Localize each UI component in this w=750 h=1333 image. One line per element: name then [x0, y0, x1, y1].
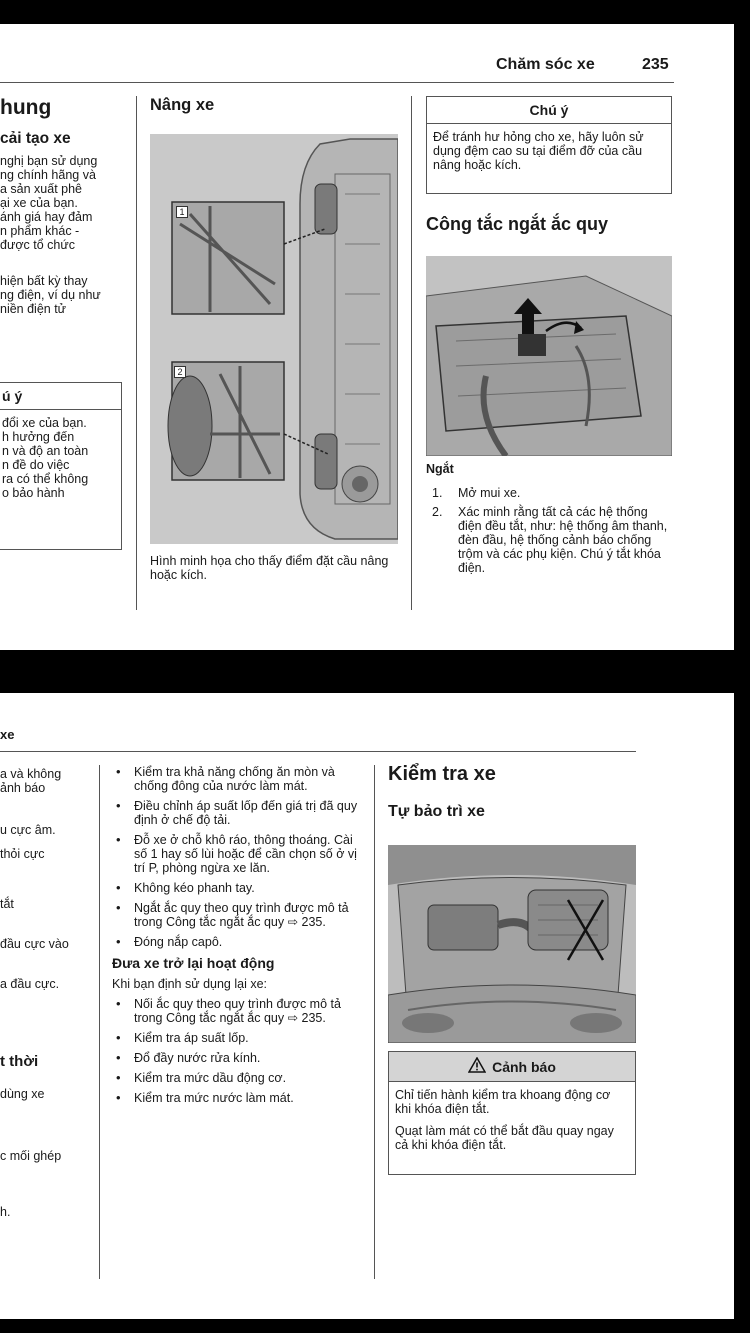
section-heading-vehicle-checks: Kiểm tra xe [388, 763, 496, 785]
text-line: ng điện, ví dụ như [0, 288, 101, 302]
text-line: tắt [0, 897, 14, 911]
list-item: • Điều chỉnh áp suất lốp đến giá trị đã quy định ở chế độ tải. [112, 799, 362, 827]
note-title: Chú ý [427, 97, 671, 124]
header-rule [0, 751, 636, 752]
list-item: • Đóng nắp capô. [112, 935, 362, 949]
spacer [0, 795, 90, 823]
text-line: ại xe của bạn. [0, 196, 78, 210]
spacer [0, 911, 90, 937]
step-number: 2. [432, 505, 443, 519]
text-line: a đầu cực. [0, 977, 60, 991]
note-box-lift [426, 96, 672, 194]
step-number: 1. [432, 486, 443, 500]
running-header-cut: xe [0, 727, 15, 742]
text-line: ra có thể không [2, 472, 89, 486]
left-column-cut [0, 96, 126, 316]
storage-bullets [112, 765, 362, 949]
spacer [0, 1163, 90, 1205]
text-line: ảnh báo [0, 781, 46, 795]
section-heading-return-to-service: Đưa xe trở lại hoạt động [112, 955, 275, 971]
intro-text: Khi bạn định sử dụng lại xe: [112, 977, 267, 991]
callout-2: 2 [174, 366, 186, 378]
battery-switch-illustration [426, 256, 672, 456]
paragraph-1-cut [0, 154, 126, 252]
car-underside-drawing [150, 134, 398, 544]
text-line: n và độ an toàn [2, 444, 89, 458]
step-text: Xác minh rằng tất cả các hệ thống điện đều tắt, như: hệ thống âm thanh, đèn đầu, hệ thống cảnh báo chống trộm và các phụ kiện. Chú ý tắt khóa điện. [458, 505, 668, 575]
warning-triangle-icon [468, 1057, 486, 1076]
running-header-section: Chăm sóc xe [496, 56, 595, 73]
manual-page-235 [0, 24, 734, 650]
list-item: • Kiểm tra mức nước làm mát. [112, 1091, 362, 1105]
illustration-caption: Hình minh họa cho thấy điểm đặt cầu nâng hoặc kích. [150, 554, 389, 582]
list-item: • Đỗ xe ở chỗ khô ráo, thông thoáng. Cài số 1 hay số lùi hoặc để cần chọn số ở vị trí P, phòng ngừa xe lăn. [112, 833, 362, 875]
step-item [426, 486, 672, 500]
list-item: • Ngắt ắc quy theo quy trình được mô tả trong Công tắc ngắt ắc quy ⇨ 235. [112, 901, 362, 929]
column-divider-2 [411, 96, 412, 610]
paragraph-2-cut [0, 274, 126, 316]
heading-cut: hung [0, 96, 52, 119]
text-line: a và không [0, 767, 62, 781]
section-heading-lift: Nâng xe [150, 96, 215, 114]
warning-paragraph-2: Quạt làm mát có thể bắt đầu quay ngay cả khi khóa điện tắt. [395, 1124, 614, 1152]
spacer [0, 861, 90, 897]
column-divider-2 [374, 765, 375, 1279]
text-line: đầu cực vào [0, 937, 69, 951]
column-divider-1 [99, 765, 100, 1279]
text-line: ánh giá hay đảm [0, 210, 93, 224]
left-column-cut [0, 767, 90, 1219]
list-item: • Kiểm tra áp suất lốp. [112, 1031, 362, 1045]
callout-1: 1 [176, 206, 188, 218]
heading-cut: t thời [0, 1053, 39, 1070]
spacer [0, 1101, 90, 1149]
manual-page-bottom [0, 693, 734, 1319]
text-line: niền điện tử [0, 302, 67, 316]
engine-bay-drawing [388, 845, 636, 1043]
return-bullets [112, 997, 362, 1105]
spacer [0, 951, 90, 977]
text-line: n phẩm khác - [0, 224, 80, 238]
list-item: • Đổ đầy nước rửa kính. [112, 1051, 362, 1065]
disconnect-steps [426, 486, 672, 580]
text-line: o bảo hành [2, 486, 65, 500]
list-item: • Nối ắc quy theo quy trình được mô tả trong Công tắc ngắt ắc quy ⇨ 235. [112, 997, 362, 1025]
text-line: c mối ghép [0, 1149, 62, 1163]
subheading-cut: cải tạo xe [0, 130, 71, 147]
text-line: được tổ chức [0, 238, 75, 252]
text-line: đổi xe của bạn. [2, 416, 87, 430]
section-heading-battery-switch: Công tắc ngắt ắc quy [426, 214, 609, 234]
column-divider-1 [136, 96, 137, 610]
text-line: nghị bạn sử dụng [0, 154, 98, 168]
text-line: a sản xuất phê [0, 182, 83, 196]
warning-header [389, 1052, 635, 1082]
note-title-cut: ú ý [0, 383, 121, 410]
text-line: dùng xe [0, 1087, 45, 1101]
lifting-points-illustration [150, 134, 398, 544]
warning-body [389, 1082, 635, 1158]
engine-bay-illustration [388, 845, 636, 1043]
spacer [0, 991, 90, 1055]
subheading-self-maintenance: Tự bảo trì xe [388, 803, 485, 820]
text-line: n đề do việc [2, 458, 70, 472]
page-number: 235 [642, 56, 669, 73]
storage-checklist-column [112, 765, 362, 1111]
text-line: h hưởng đến [2, 430, 75, 444]
header-rule [0, 82, 674, 83]
sub-label-disconnect: Ngắt [426, 462, 454, 476]
warning-title: Cảnh báo [492, 1058, 556, 1075]
warning-paragraph-1: Chỉ tiến hành kiểm tra khoang động cơ khi khóa điện tắt. [395, 1088, 611, 1116]
list-item: • Kiểm tra mức dầu động cơ. [112, 1071, 362, 1085]
step-item [426, 505, 672, 575]
text-line: h. [0, 1205, 11, 1219]
list-item: • Không kéo phanh tay. [112, 881, 362, 895]
note-box-cut [0, 382, 122, 550]
text-line: ng chính hãng và [0, 168, 96, 182]
note-body-cut [0, 410, 121, 506]
note-body: Để tránh hư hỏng cho xe, hãy luôn sử dụng đệm cao su tại điểm đỡ của cầu nâng hoặc kích. [433, 130, 644, 172]
step-text: Mở mui xe. [458, 486, 521, 500]
battery-drawing [426, 256, 672, 456]
list-item: • Kiểm tra khả năng chống ăn mòn và chống đông của nước làm mát. [112, 765, 362, 793]
warning-box [388, 1051, 636, 1175]
text-line: hiện bất kỳ thay [0, 274, 88, 288]
text-line: thỏi cực [0, 847, 45, 861]
text-line: u cực âm. [0, 823, 56, 837]
